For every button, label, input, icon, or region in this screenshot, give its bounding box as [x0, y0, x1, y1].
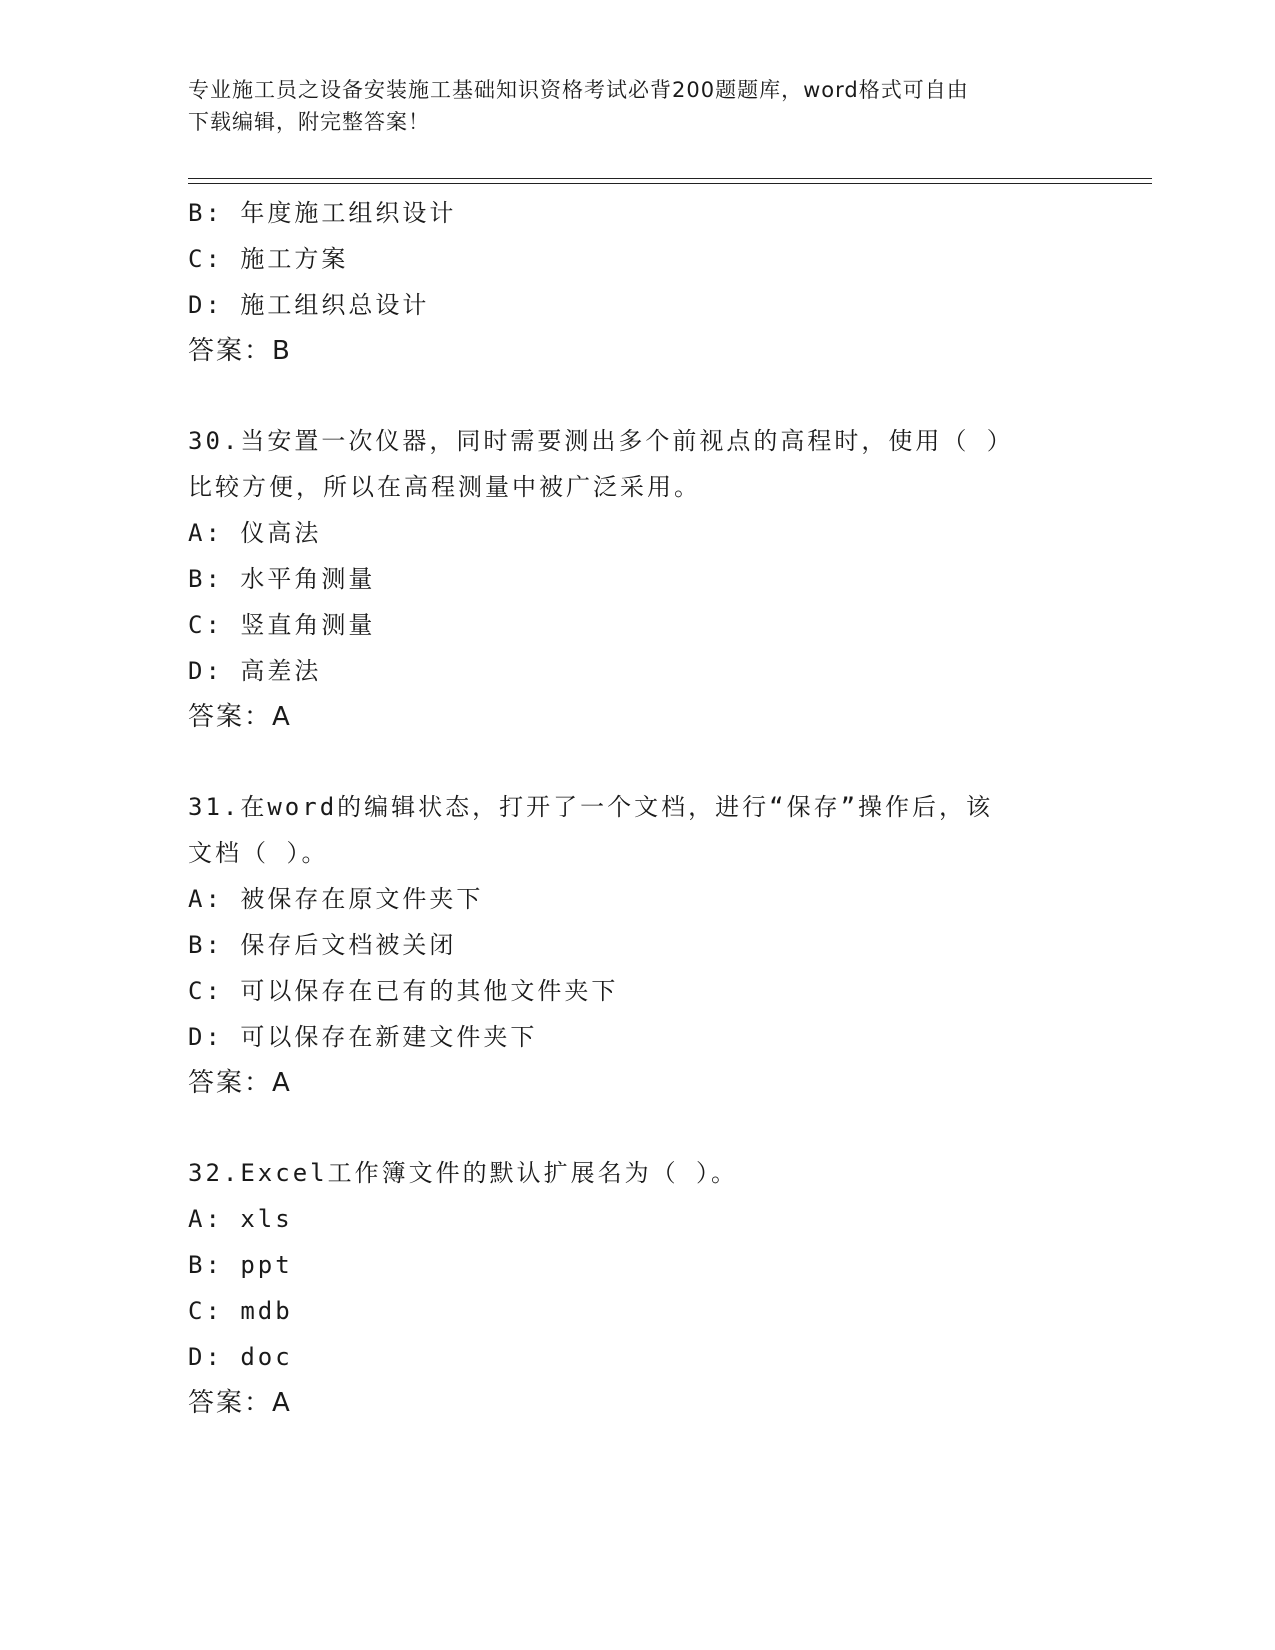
- answer-line: 答案：A: [188, 1388, 292, 1418]
- option-d: D: 高差法: [188, 657, 322, 685]
- question-stem-line: 文档（ ）。: [188, 839, 329, 867]
- option-c: C: 施工方案: [188, 245, 349, 273]
- header-divider: [188, 178, 1152, 179]
- header-title-line-1: 专业施工员之设备安装施工基础知识资格考试必背200题题库，word格式可自由: [188, 78, 969, 102]
- option-b: B: 年度施工组织设计: [188, 199, 457, 227]
- option-b: B: 保存后文档被关闭: [188, 931, 457, 959]
- question-32: [188, 1150, 1088, 1426]
- option-d: D: 施工组织总设计: [188, 291, 430, 319]
- question-stem-line: 32.Excel工作簿文件的默认扩展名为（ ）。: [188, 1159, 739, 1187]
- question-30: [188, 418, 1088, 740]
- option-b: B: 水平角测量: [188, 565, 376, 593]
- answer-line: 答案：A: [188, 702, 292, 732]
- option-a: A: 仪高法: [188, 519, 322, 547]
- option-c: C: 可以保存在已有的其他文件夹下: [188, 977, 619, 1005]
- option-c: C: mdb: [188, 1297, 293, 1325]
- answer-line: 答案：B: [188, 336, 292, 366]
- option-d: D: 可以保存在新建文件夹下: [188, 1023, 538, 1051]
- option-d: D: doc: [188, 1343, 293, 1371]
- question-31: [188, 784, 1088, 1106]
- question-stem-line: 比较方便，所以在高程测量中被广泛采用。: [188, 473, 701, 501]
- question-list: [188, 190, 1088, 1426]
- header-divider-thick: [188, 183, 1152, 184]
- option-a: A: 被保存在原文件夹下: [188, 885, 484, 913]
- header-title-line-2: 下载编辑，附完整答案！: [188, 110, 430, 134]
- question-29-tail: [188, 190, 1088, 374]
- option-b: B: ppt: [188, 1251, 293, 1279]
- option-c: C: 竖直角测量: [188, 611, 376, 639]
- question-stem-line: 31.在word的编辑状态，打开了一个文档，进行“保存”操作后，该: [188, 793, 994, 821]
- page-header: [188, 74, 1088, 138]
- question-stem-line: 30.当安置一次仪器，同时需要测出多个前视点的高程时，使用（ ）: [188, 427, 1014, 455]
- option-a: A: xls: [188, 1205, 293, 1233]
- answer-line: 答案：A: [188, 1068, 292, 1098]
